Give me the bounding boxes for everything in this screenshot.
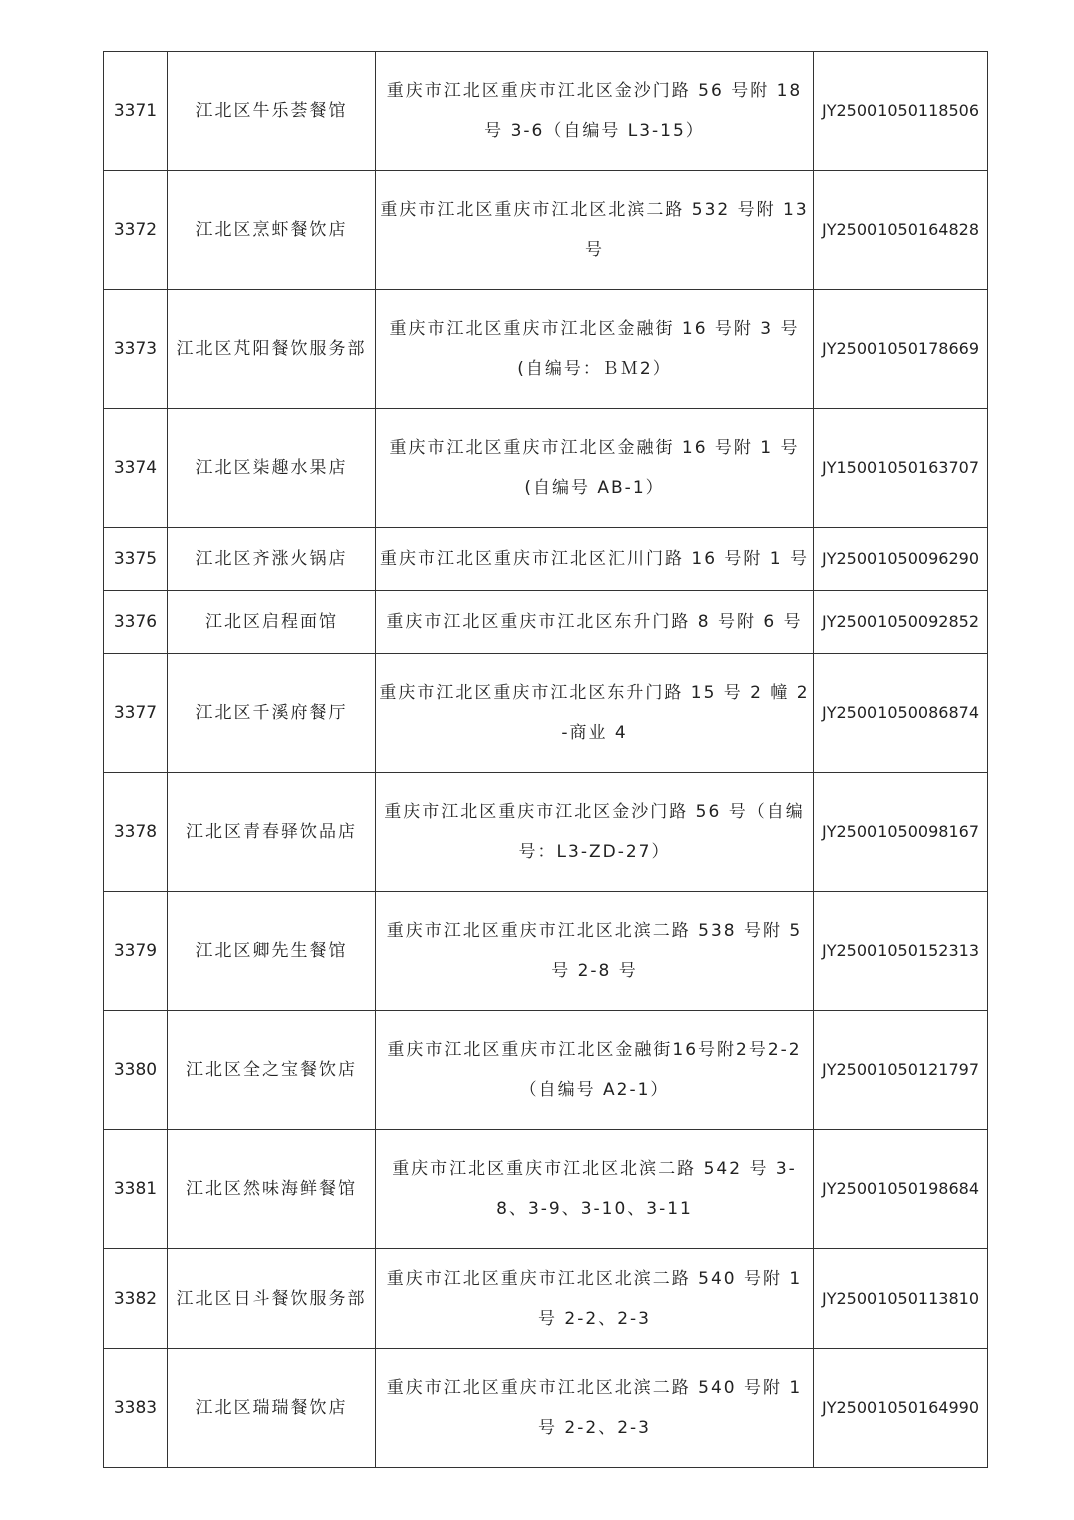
serial-number-cell: 3382: [104, 1249, 168, 1349]
business-name-cell: 江北区瑞瑞餐饮店: [168, 1349, 376, 1468]
business-name-cell: 江北区齐涨火锅店: [168, 528, 376, 591]
table-row: [104, 773, 988, 892]
address-cell: 重庆市江北区重庆市江北区北滨二路 538 号附 5 号 2-8 号: [376, 892, 814, 1011]
serial-number-cell: 3379: [104, 892, 168, 1011]
address-cell: 重庆市江北区重庆市江北区金融街16号附2号2-2（自编号 A2-1）: [376, 1011, 814, 1130]
license-number-cell: JY25001050096290: [814, 528, 988, 591]
license-number-cell: JY25001050098167: [814, 773, 988, 892]
business-name-cell: 江北区芃阳餐饮服务部: [168, 290, 376, 409]
table-row: [104, 1249, 988, 1349]
address-cell: 重庆市江北区重庆市江北区北滨二路 542 号 3-8、3-9、3-10、3-11: [376, 1130, 814, 1249]
serial-number-cell: 3380: [104, 1011, 168, 1130]
address-cell: 重庆市江北区重庆市江北区北滨二路 540 号附 1 号 2-2、2-3: [376, 1349, 814, 1468]
serial-number-cell: 3381: [104, 1130, 168, 1249]
license-number-cell: JY25001050164990: [814, 1349, 988, 1468]
serial-number-cell: 3378: [104, 773, 168, 892]
address-cell: 重庆市江北区重庆市江北区金沙门路 56 号（自编号：L3-ZD-27）: [376, 773, 814, 892]
business-name-cell: 江北区柒趣水果店: [168, 409, 376, 528]
business-name-cell: 江北区启程面馆: [168, 591, 376, 654]
serial-number-cell: 3383: [104, 1349, 168, 1468]
business-name-cell: 江北区青春驿饮品店: [168, 773, 376, 892]
business-name-cell: 江北区烹虾餐饮店: [168, 171, 376, 290]
document-page: [103, 51, 987, 1468]
table-row: [104, 52, 988, 171]
address-cell: 重庆市江北区重庆市江北区金沙门路 56 号附 18 号 3-6（自编号 L3-15）: [376, 52, 814, 171]
table-row: [104, 892, 988, 1011]
license-number-cell: JY25001050121797: [814, 1011, 988, 1130]
address-cell: 重庆市江北区重庆市江北区北滨二路 532 号附 13 号: [376, 171, 814, 290]
address-cell: 重庆市江北区重庆市江北区汇川门路 16 号附 1 号: [376, 528, 814, 591]
table-row: [104, 654, 988, 773]
serial-number-cell: 3375: [104, 528, 168, 591]
table-row: [104, 528, 988, 591]
address-cell: 重庆市江北区重庆市江北区金融街 16 号附 3 号(自编号：ＢＭ2）: [376, 290, 814, 409]
serial-number-cell: 3372: [104, 171, 168, 290]
address-cell: 重庆市江北区重庆市江北区东升门路 15 号 2 幢 2-商业 4: [376, 654, 814, 773]
license-number-cell: JY25001050152313: [814, 892, 988, 1011]
business-name-cell: 江北区千溪府餐厅: [168, 654, 376, 773]
serial-number-cell: 3373: [104, 290, 168, 409]
address-cell: 重庆市江北区重庆市江北区东升门路 8 号附 6 号: [376, 591, 814, 654]
address-cell: 重庆市江北区重庆市江北区金融街 16 号附 1 号(自编号 AB-1）: [376, 409, 814, 528]
table-row: [104, 171, 988, 290]
business-name-cell: 江北区然味海鲜餐馆: [168, 1130, 376, 1249]
license-number-cell: JY25001050113810: [814, 1249, 988, 1349]
license-number-cell: JY25001050198684: [814, 1130, 988, 1249]
table-row: [104, 1130, 988, 1249]
license-number-cell: JY25001050086874: [814, 654, 988, 773]
table-row: [104, 1349, 988, 1468]
table-row: [104, 591, 988, 654]
license-number-cell: JY15001050163707: [814, 409, 988, 528]
address-cell: 重庆市江北区重庆市江北区北滨二路 540 号附 1 号 2-2、2-3: [376, 1249, 814, 1349]
business-license-table: [103, 51, 988, 1468]
table-row: [104, 409, 988, 528]
serial-number-cell: 3377: [104, 654, 168, 773]
table-row: [104, 290, 988, 409]
license-number-cell: JY25001050118506: [814, 52, 988, 171]
serial-number-cell: 3376: [104, 591, 168, 654]
business-name-cell: 江北区卿先生餐馆: [168, 892, 376, 1011]
license-number-cell: JY25001050178669: [814, 290, 988, 409]
serial-number-cell: 3374: [104, 409, 168, 528]
business-name-cell: 江北区全之宝餐饮店: [168, 1011, 376, 1130]
license-number-cell: JY25001050092852: [814, 591, 988, 654]
business-name-cell: 江北区牛乐荟餐馆: [168, 52, 376, 171]
table-row: [104, 1011, 988, 1130]
serial-number-cell: 3371: [104, 52, 168, 171]
license-number-cell: JY25001050164828: [814, 171, 988, 290]
business-name-cell: 江北区日斗餐饮服务部: [168, 1249, 376, 1349]
